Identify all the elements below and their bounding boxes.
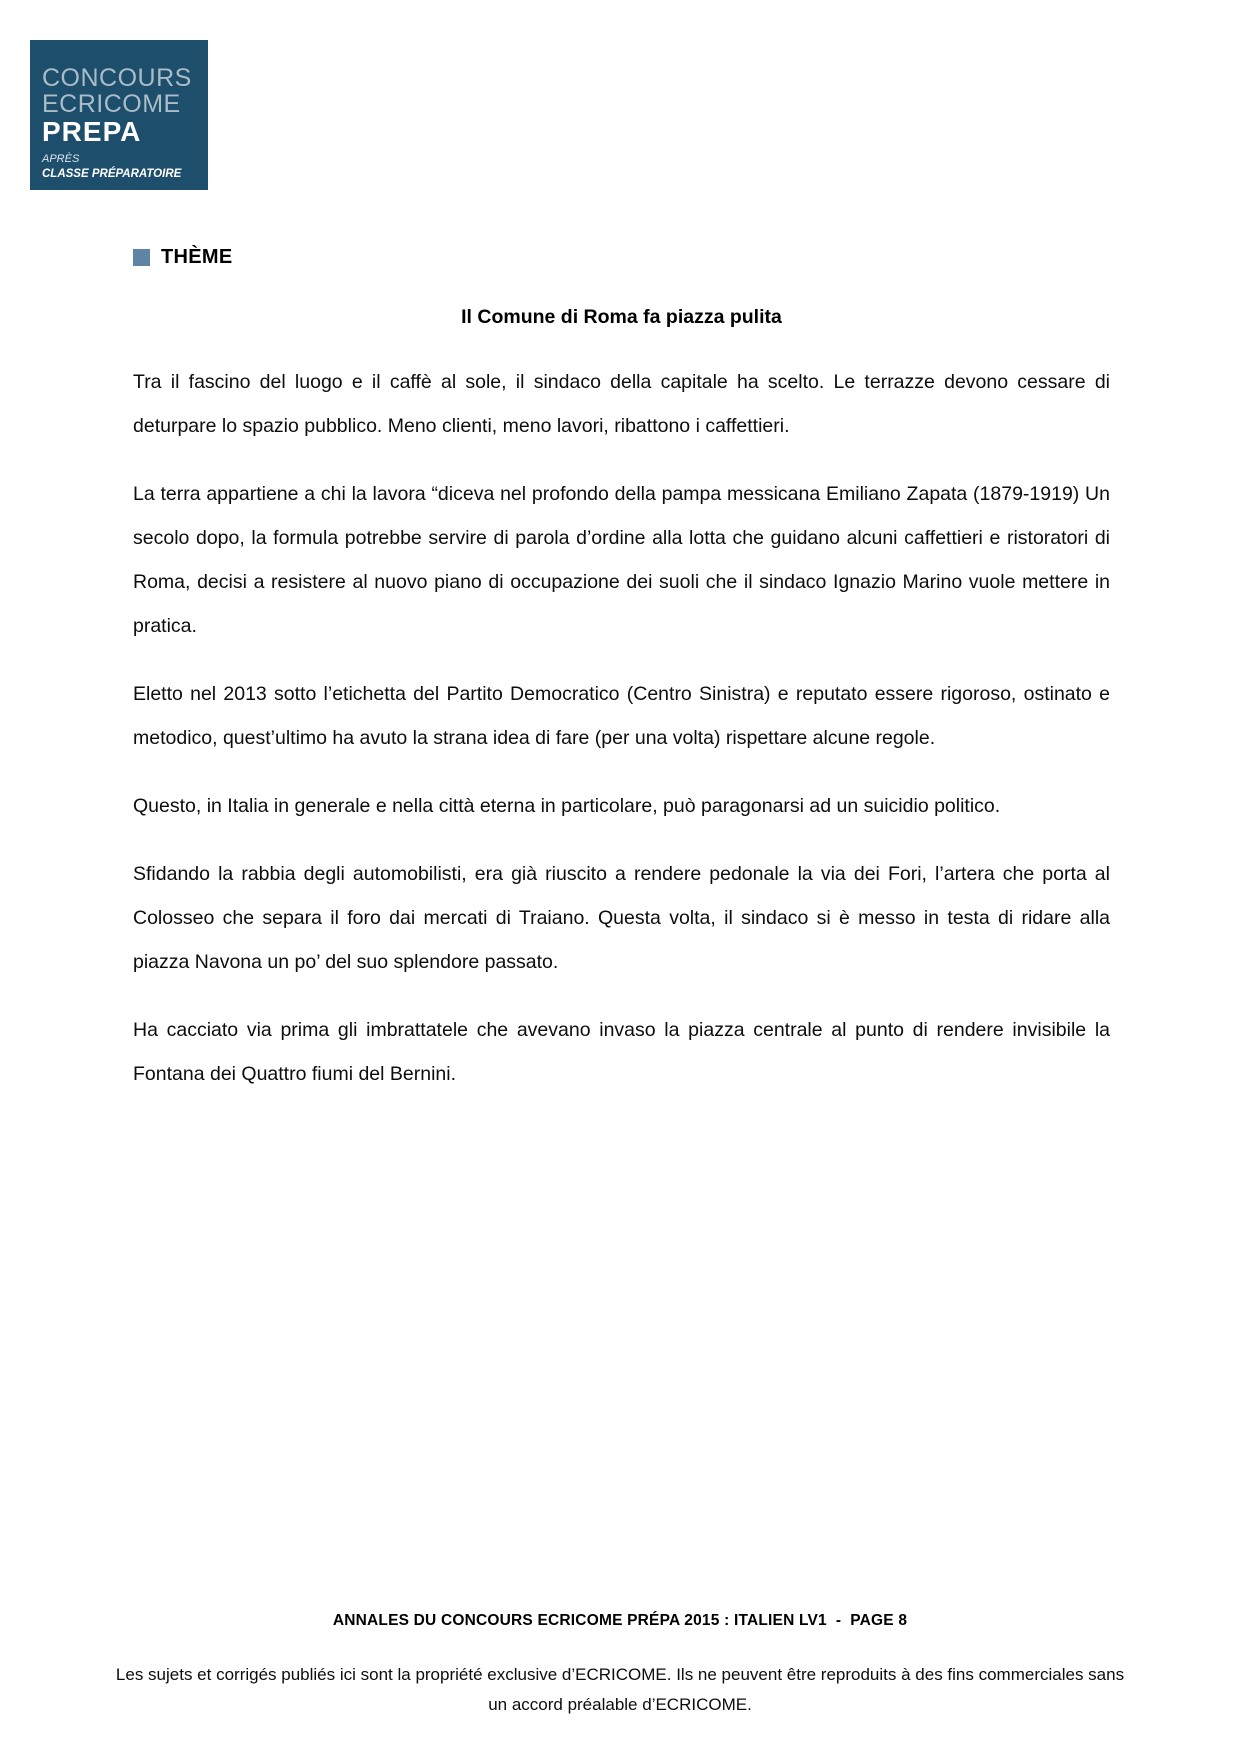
page-footer [0, 1612, 1240, 1720]
section-heading [133, 246, 1110, 269]
paragraph-6: Ha cacciato via prima gli imbrattatele che avevano invaso la piazza centrale al punto di rendere invisibile la Fontana dei Quattro fiumi del Bernini. [133, 1019, 1110, 1085]
logo-prepa-text: PREPA [42, 116, 142, 148]
article-title: Il Comune di Roma fa piazza pulita [461, 306, 782, 328]
paragraph-1: Tra il fascino del luogo e il caffè al sole, il sindaco della capitale ha scelto. Le terrazze devono cessare di deturpare lo spazio pubblico. Meno clienti, meno lavori, ribattono i caffettieri. [133, 371, 1110, 437]
paragraph-5: Sfidando la rabbia degli automobilisti, era già riuscito a rendere pedonale la via dei Fori, l’artera che porta al Colosseo che separa il foro dai mercati di Traiano. Questa volta, il sindaco si è messo in testa di ridare alla piazza Navona un po’ del suo splendore passato. [133, 863, 1110, 973]
footer-annales-line: ANNALES DU CONCOURS ECRICOME PRÉPA 2015 : ITALIEN LV1 - PAGE 8 [332, 1612, 908, 1629]
footer-copyright-notice: Les sujets et corrigés publiés ici sont la propriété exclusive d’ECRICOME. Ils ne peuvent être reproduits à des fins commerciales sans un accord préalable d’ECRICOME. [115, 1665, 1125, 1714]
paragraph-4: Questo, in Italia in generale e nella città eterna in particolare, può paragonarsi ad un suicidio politico. [133, 795, 1001, 817]
logo-concours-text: CONCOURS [42, 64, 192, 93]
logo-classe-preparatoire-text: CLASSE PRÉPARATOIRE [42, 167, 182, 180]
ecricome-logo [30, 40, 208, 190]
section-heading-label: THÈME [161, 246, 233, 268]
paragraph-2: La terra appartiene a chi la lavora “diceva nel profondo della pampa messicana Emiliano Zapata (1879-1919) Un secolo dopo, la formula potrebbe servire di parola d’ordine alla lotta che guidano alcuni caffettieri e ristoratori di Roma, decisi a resistere al nuovo piano di occupazione dei suoli che il sindaco Ignazio Marino vuole mettere in pratica. [133, 483, 1110, 637]
paragraph-3: Eletto nel 2013 sotto l’etichetta del Partito Democratico (Centro Sinistra) e reputato essere rigoroso, ostinato e metodico, quest’ultimo ha avuto la strana idea di fare (per una volta) rispettare alcune regole. [133, 683, 1110, 749]
logo-apres-text: APRÈS [42, 152, 80, 165]
logo-ecricome-text: ECRICOME [42, 89, 181, 118]
section-bullet-square-icon [133, 249, 150, 266]
